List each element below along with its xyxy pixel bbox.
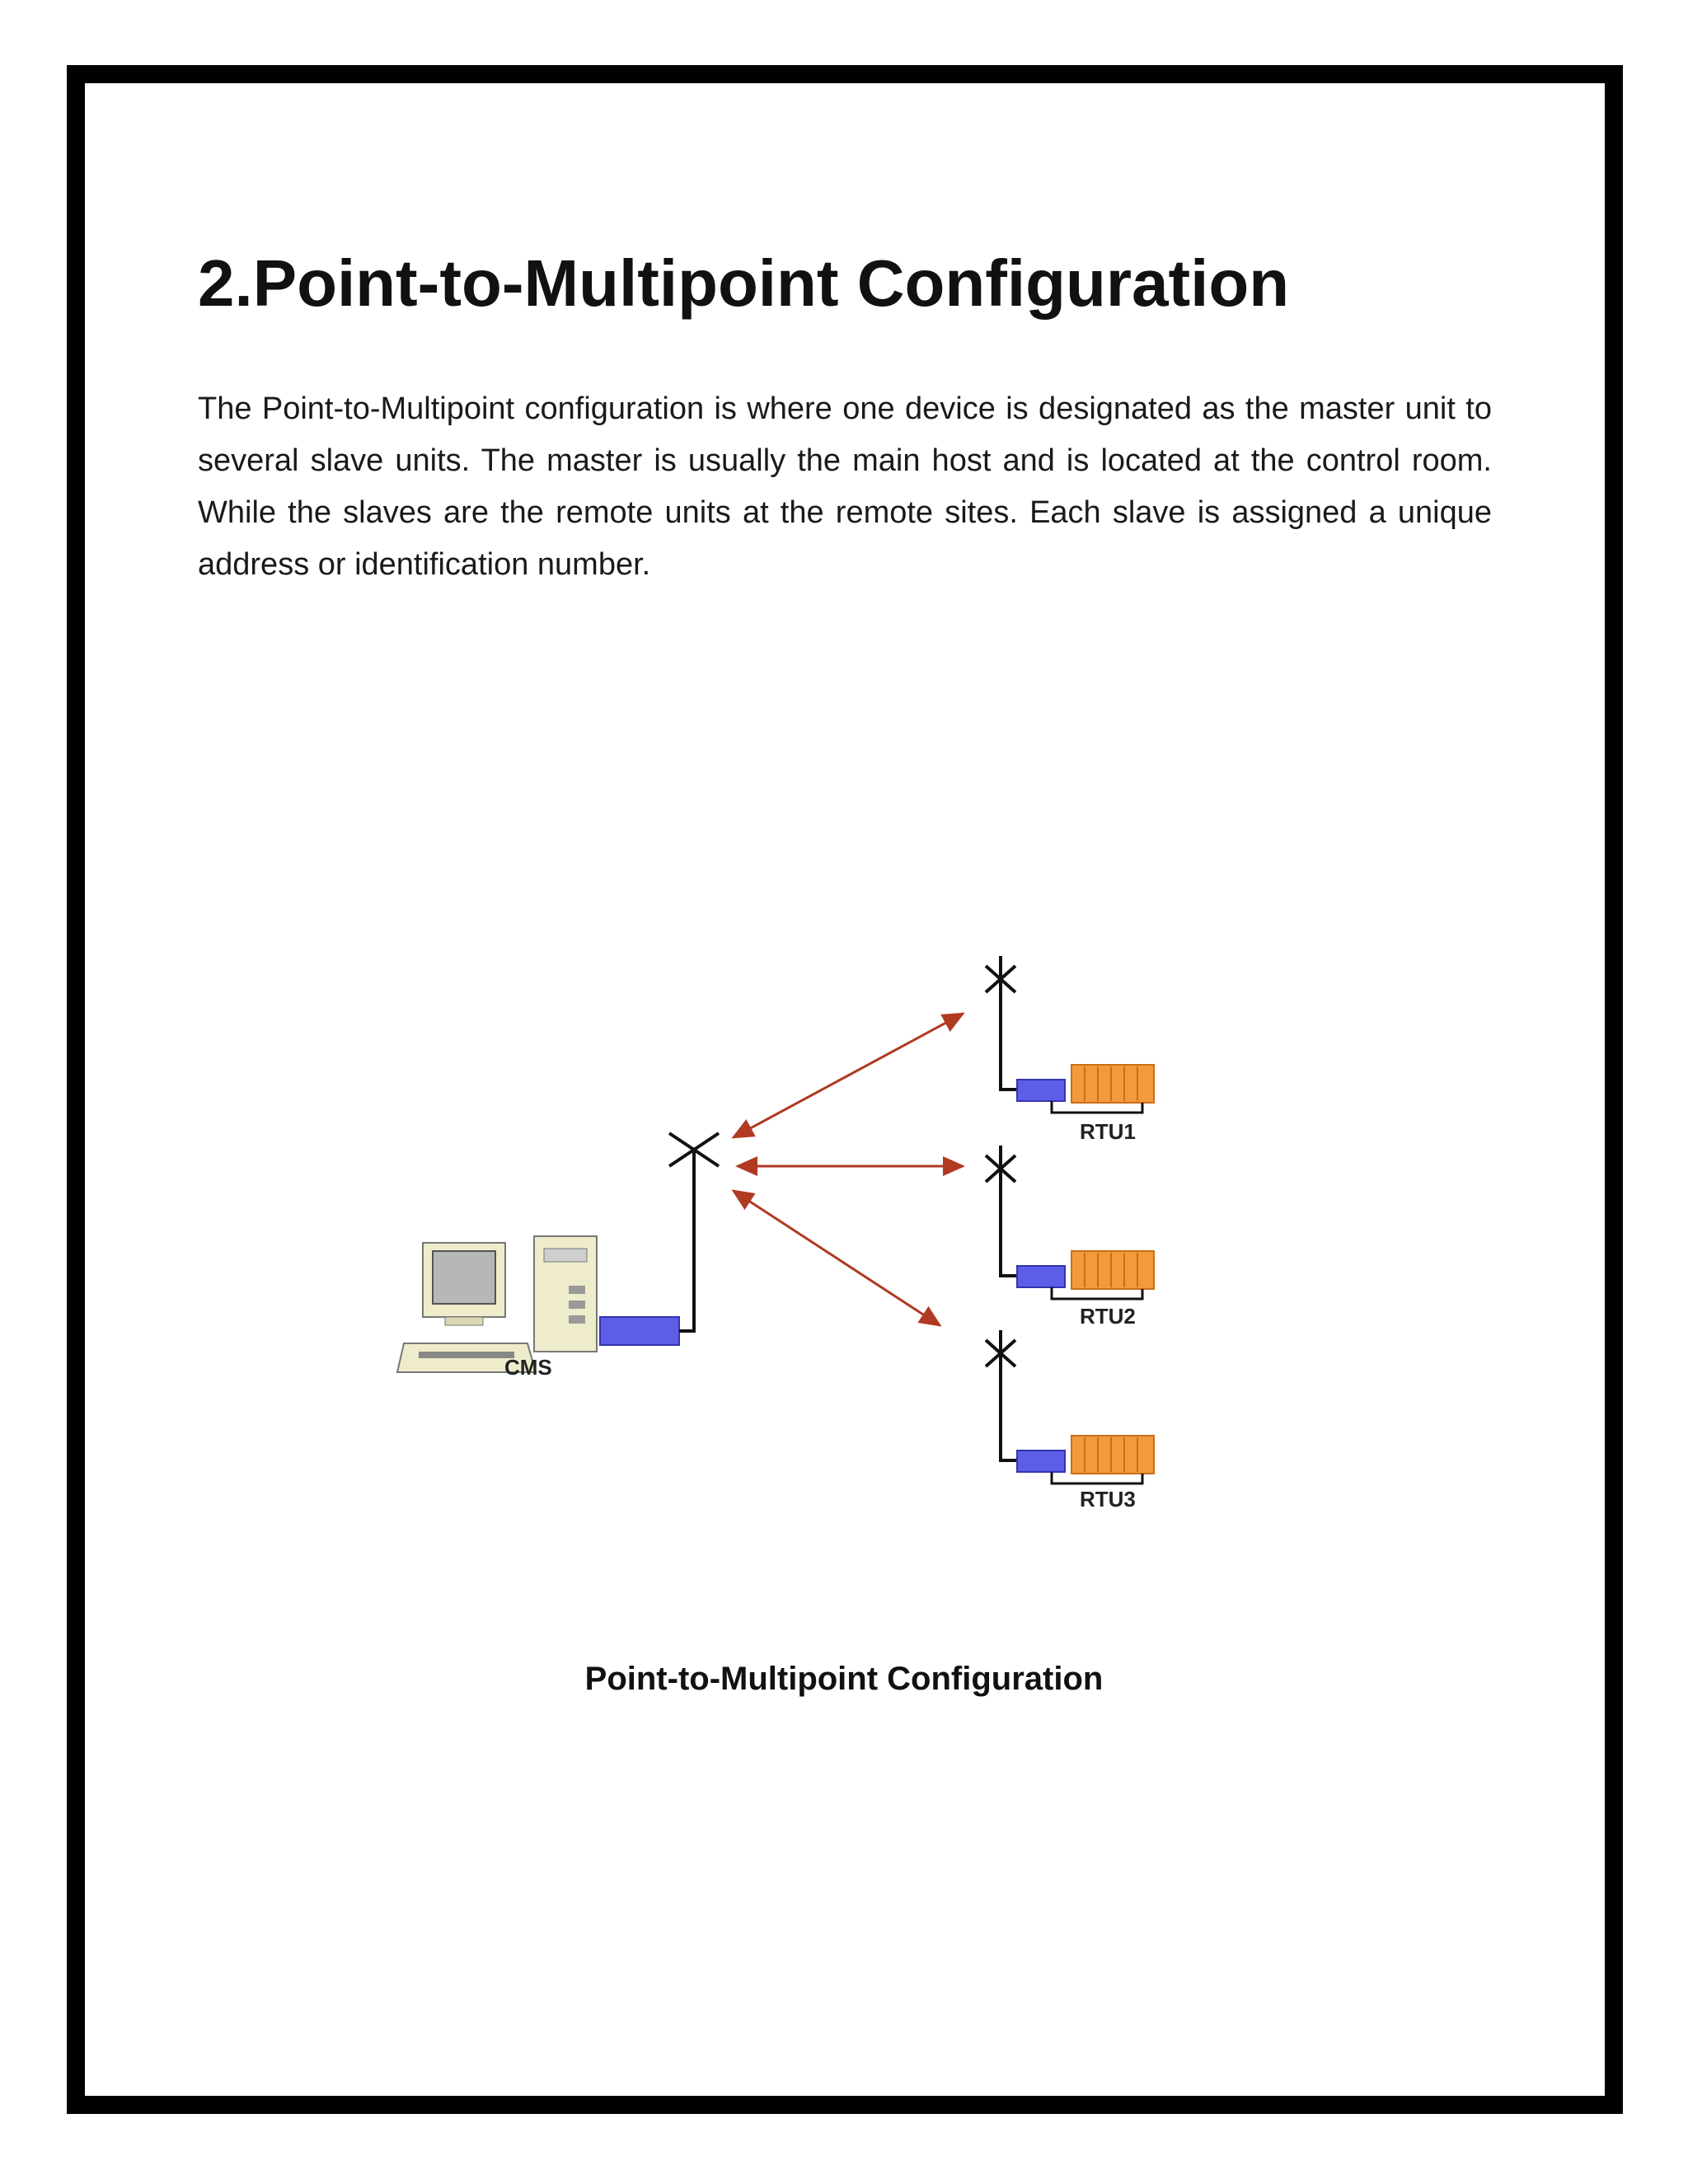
rtu2-rack-icon (1071, 1251, 1154, 1289)
rtu1-modem-icon (1017, 1080, 1065, 1101)
body-paragraph: The Point-to-Multipoint configuration is where one device is designated as the master unit to several slave units. The master is usually the main host and is located at the control room. While the slaves are the remote units at the remote sites. Each slave is assigned a unique address or identification number. (198, 391, 1492, 582)
rtu1-rack-icon (1071, 1065, 1154, 1103)
rtu2-modem-icon (1017, 1266, 1065, 1287)
rtu1-station (986, 956, 1154, 1144)
page-title: 2.Point-to-Multipoint Configuration (198, 246, 1290, 320)
link-rtu3 (734, 1191, 940, 1325)
rtu2-label: RTU2 (1080, 1304, 1136, 1329)
rtu3-rack-icon (1071, 1436, 1154, 1474)
rtu2-station (986, 1146, 1154, 1329)
figure-caption: Point-to-Multipoint Configuration (584, 1661, 1104, 1697)
rtu3-modem-icon (1017, 1451, 1065, 1472)
cms-antenna-mast (679, 1150, 694, 1331)
rtu3-label: RTU3 (1080, 1487, 1136, 1511)
cms-workstation-icon (397, 1236, 597, 1372)
rtu3-station (986, 1330, 1154, 1511)
rtu1-label: RTU1 (1080, 1119, 1136, 1144)
cms-label: CMS (504, 1355, 552, 1380)
link-rtu1 (734, 1014, 963, 1137)
radio-links (734, 1014, 963, 1325)
cms-modem-icon (600, 1317, 679, 1345)
